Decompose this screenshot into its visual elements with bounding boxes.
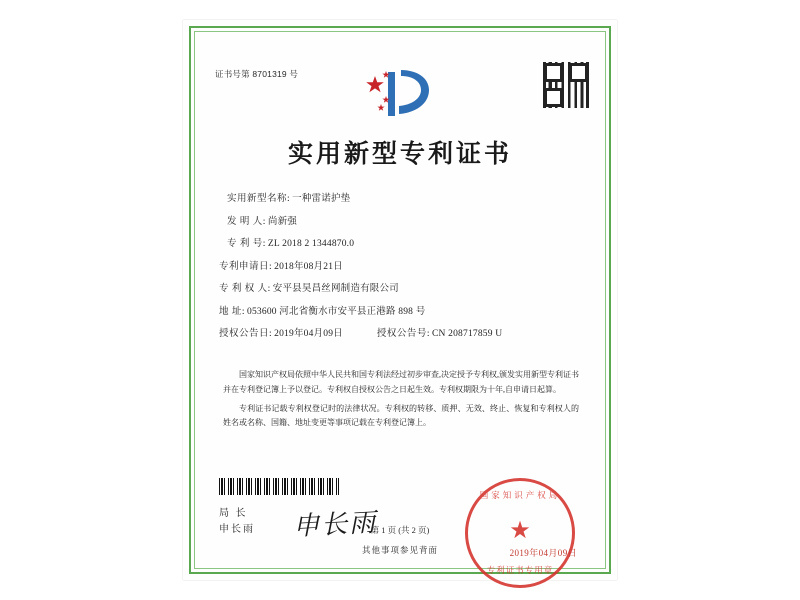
handwritten-signature: 申长雨 bbox=[292, 507, 378, 542]
qr-code bbox=[543, 62, 589, 108]
seal-date: 2019年04月09日 bbox=[509, 548, 577, 558]
patent-certificate bbox=[183, 20, 617, 580]
field-label: 专 利 号: bbox=[227, 239, 266, 249]
legal-paragraph: 国家知识产权局依照中华人民共和国专利法经过初步审查,决定授予专利权,颁发实用新型专利证书并在专利登记簿上予以登记。专利权自授权公告之日起生效。专利权期限为十年,自申请日起算。 bbox=[223, 370, 579, 394]
field-label: 专利申请日: bbox=[219, 261, 273, 272]
field-row-dual bbox=[219, 325, 581, 339]
seal-text-top: 国家知识产权局 bbox=[479, 490, 561, 500]
field-row bbox=[219, 303, 581, 317]
director-name: 申长雨 bbox=[219, 523, 255, 535]
certificate-fields bbox=[219, 190, 581, 348]
field-value: 安平县昊昌丝网制造有限公司 bbox=[272, 284, 399, 294]
field-label: 地 址: bbox=[219, 306, 246, 317]
field-value: 一种雷诺护垫 bbox=[292, 194, 351, 204]
field-row bbox=[219, 190, 581, 204]
seal-star-icon: ★ bbox=[509, 517, 531, 545]
field-value-grant-date: 2019年04月09日 bbox=[274, 329, 343, 339]
page-footer: 第 1 页 (共 2 页) bbox=[370, 525, 430, 535]
field-value: 053600 河北省衡水市安平县正港路 898 号 bbox=[247, 306, 426, 317]
field-label-grant-date: 授权公告日: bbox=[219, 329, 273, 339]
legal-text bbox=[223, 368, 579, 435]
patent-office-emblem-icon bbox=[355, 66, 445, 118]
field-row bbox=[219, 258, 581, 272]
field-label: 专 利 权 人: bbox=[219, 284, 271, 294]
director-label: 局 长 bbox=[219, 508, 248, 519]
barcode bbox=[219, 478, 339, 495]
field-row bbox=[219, 213, 581, 227]
field-value: 2018年08月21日 bbox=[274, 261, 343, 272]
field-row bbox=[219, 280, 581, 294]
field-value-grant-no: CN 208717859 U bbox=[431, 329, 503, 339]
qr-finder-bottom-left bbox=[544, 88, 563, 107]
certificate-number: 证书号第 8701319 号 bbox=[215, 69, 299, 79]
field-value: 尚新强 bbox=[267, 216, 297, 227]
field-label-grant-no: 授权公告号: bbox=[376, 329, 430, 339]
field-value: ZL 2018 2 1344870.0 bbox=[267, 239, 355, 249]
legal-paragraph: 专利证书记载专利权登记时的法律状况。专利权的转移、质押、无效、终止、恢复和专利权人的姓名或名称、国籍、地址变更等事项记载在专利登记簿上。 bbox=[223, 403, 579, 428]
page-title: 实用新型专利证书 bbox=[287, 141, 512, 168]
field-label: 发 明 人: bbox=[227, 216, 266, 227]
back-note: 其他事项参见背面 bbox=[361, 545, 438, 555]
field-row bbox=[219, 235, 581, 249]
field-label: 实用新型名称: bbox=[227, 194, 291, 204]
certificate-content bbox=[201, 38, 599, 575]
seal-text-bottom: 专利证书专用章 bbox=[486, 565, 554, 575]
